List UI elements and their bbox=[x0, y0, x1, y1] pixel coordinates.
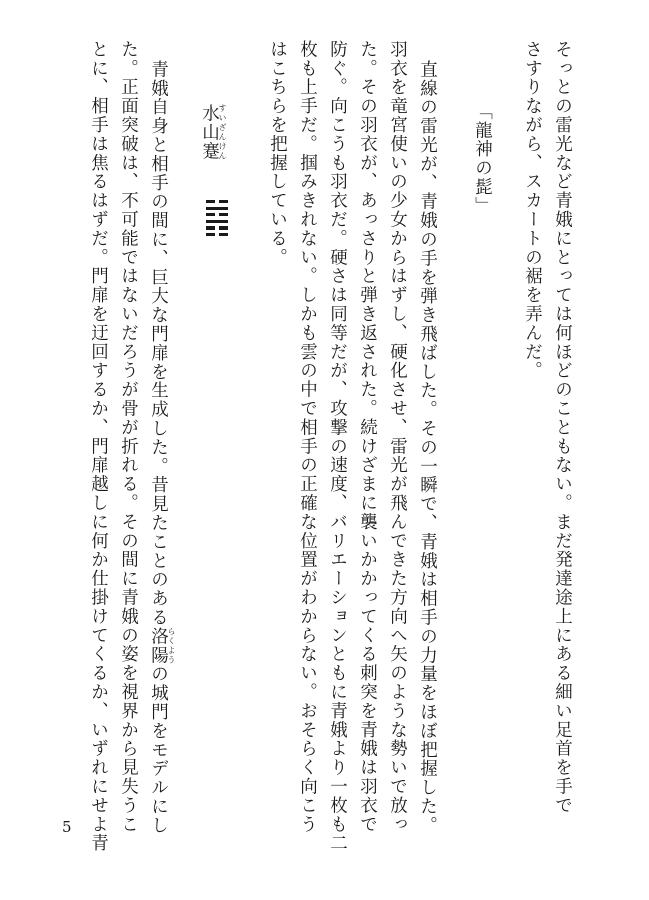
text-column-9 bbox=[149, 60, 176, 835]
text-column-4: 羽衣を竜宮使いの少女からはずし、硬化させ、雷光が飛んできた方向へ矢のような勢いで放っ bbox=[387, 40, 408, 834]
hexagram-icon bbox=[206, 200, 228, 239]
hexagram-line-segment bbox=[206, 200, 215, 203]
text-column-8: はこちらを把握している。 bbox=[267, 40, 288, 267]
hexagram-line-segment bbox=[206, 220, 228, 223]
hexagram-line-solid bbox=[206, 220, 228, 223]
text-column-5: た。その羽衣が、あっさりと弾き返された。続けざまに襲いかかってくる刺突を青娥は羽衣で bbox=[357, 40, 378, 834]
hexagram-line-broken bbox=[206, 213, 228, 216]
section-heading: 「龍神の髭」 bbox=[472, 102, 493, 216]
hexagram-line-broken bbox=[206, 200, 228, 203]
text-column-11: とに、相手は焦るはずだ。門扉を迂回するか、門扉越しに何か仕掛けてくるか、いずれにせよ青 bbox=[88, 40, 109, 853]
hexagram-label-reading: すいざんけん bbox=[218, 104, 227, 161]
text-column-6: 防ぐ。向こうも羽衣だ。硬さは同等だが、攻撃の速度、バリエーションともに青娥より一枚も二 bbox=[327, 40, 348, 853]
hexagram-line-broken bbox=[206, 233, 228, 236]
text-column-9-part-2: の城門をモデルにし bbox=[148, 664, 169, 835]
text-column-1: そっとの雷光など青娥にとっては何ほどのこともない。まだ発達途上にある細い足首を手で bbox=[552, 40, 573, 815]
hexagram-line-broken bbox=[206, 226, 228, 229]
text-column-10: た。正面突破は、不可能ではないだろうが骨が折れる。その間に青娥の姿を視界から見失うこ bbox=[118, 40, 139, 834]
hexagram-line-solid bbox=[206, 207, 228, 210]
hexagram-line-segment bbox=[206, 226, 215, 229]
text-column-7: 枚も上手だ。掴みきれない。しかも雲の中で相手の正確な位置がわからない。おそらく向こう bbox=[297, 40, 318, 834]
hexagram-line-segment bbox=[206, 233, 215, 236]
text-column-9-ruby-reading: らくよう bbox=[167, 627, 176, 665]
hexagram-label-base: 水山蹇 bbox=[199, 104, 220, 161]
text-column-9-ruby-base: 洛陽 bbox=[148, 627, 169, 665]
text-column-9-part-1: 青娥自身と相手の間に、巨大な門扉を生成した。昔見たことのある bbox=[148, 60, 169, 627]
hexagram-line-segment bbox=[206, 213, 215, 216]
hexagram-line-segment bbox=[219, 200, 228, 203]
hexagram-label bbox=[200, 104, 227, 161]
page-number: 5 bbox=[62, 818, 72, 836]
hexagram-line-segment bbox=[206, 207, 228, 210]
text-column-2: さすりながら、スカートの裾を弄んだ。 bbox=[522, 40, 543, 381]
text-column-3: 直線の雷光が、青娥の手を弾き飛ばした。その一瞬で、青娥は相手の力量をほぼ把握した。 bbox=[417, 60, 438, 835]
hexagram-line-segment bbox=[219, 233, 228, 236]
hexagram-line-segment bbox=[219, 226, 228, 229]
hexagram-line-segment bbox=[219, 213, 228, 216]
